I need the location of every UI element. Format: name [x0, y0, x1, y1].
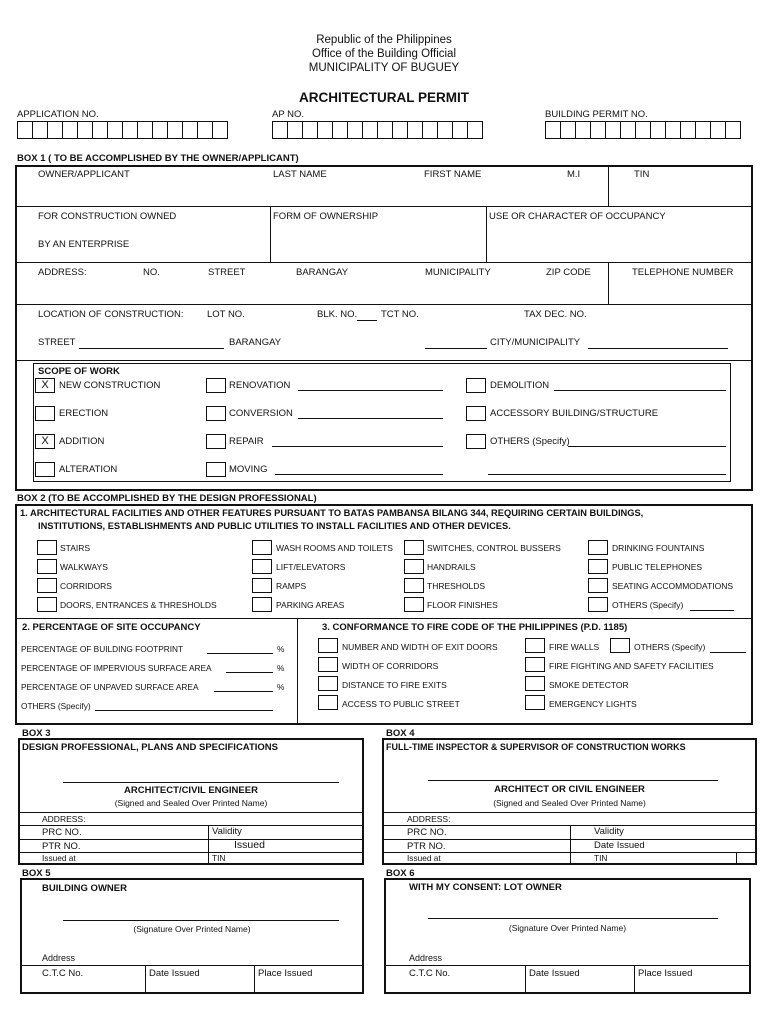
lift-checkbox[interactable] [252, 559, 272, 574]
others-scope-label: OTHERS (Specify) [490, 436, 570, 447]
telephones-label: PUBLIC TELEPHONES [612, 562, 703, 572]
box3-prc-label: PRC NO. [42, 827, 82, 838]
section2-title: 2. PERCENTAGE OF SITE OCCUPANCY [22, 622, 201, 633]
drinking-label: DRINKING FOUNTAINS [612, 543, 705, 553]
others-scope-checkbox[interactable] [466, 434, 486, 449]
accessory-checkbox[interactable] [466, 406, 486, 421]
lift-label: LIFT/ELEVATORS [276, 562, 346, 572]
section1-line1: 1. ARCHITECTURAL FACILITIES AND OTHER FEATURES PURSUANT TO BATAS PAMBANSA BILANG 344, REQUIRING CERTAIN BUILDINGS, [20, 508, 644, 518]
renovation-checkbox[interactable] [206, 378, 226, 393]
box4-prc-label: PRC NO. [407, 827, 447, 838]
addition-checkbox[interactable]: X [35, 434, 55, 449]
handrails-label: HANDRAILS [427, 562, 476, 572]
addition-label: ADDITION [59, 436, 105, 447]
accessory-label: ACCESSORY BUILDING/STRUCTURE [490, 408, 659, 419]
address-street-label: STREET [208, 267, 246, 278]
box4-issued-at-label: Issued at [407, 853, 441, 863]
smoke-detector-label: SMOKE DETECTOR [549, 680, 629, 690]
box4-signed: (Signed and Sealed Over Printed Name) [493, 798, 646, 808]
box3-title: DESIGN PROFESSIONAL, PLANS AND SPECIFICATIONS [22, 742, 278, 753]
switches-checkbox[interactable] [404, 540, 424, 555]
emergency-lights-label: EMERGENCY LIGHTS [549, 699, 637, 709]
box6-title: WITH MY CONSENT: LOT OWNER [409, 882, 562, 893]
alteration-label: ALTERATION [59, 464, 118, 475]
doors-label: DOORS, ENTRANCES & THRESHOLDS [60, 600, 217, 610]
box3-signed: (Signed and Sealed Over Printed Name) [114, 798, 268, 808]
moving-label: MOVING [229, 464, 268, 475]
box4-tin-label: TIN [594, 853, 608, 863]
for-construction-label: FOR CONSTRUCTION OWNED [38, 211, 177, 222]
smoke-detector-checkbox[interactable] [525, 676, 545, 691]
ramps-label: RAMPS [276, 581, 307, 591]
fire-walls-label: FIRE WALLS [549, 642, 600, 652]
box3-label: BOX 3 [22, 728, 51, 739]
city-municipality-label: CITY/MUNICIPALITY [490, 337, 581, 348]
erection-label: ERECTION [59, 408, 109, 419]
width-corridors-checkbox[interactable] [318, 657, 338, 672]
box4-label: BOX 4 [386, 728, 415, 739]
form-of-ownership-label: FORM OF OWNERSHIP [273, 211, 379, 222]
footprint-pct: % [277, 644, 285, 654]
switches-label: SWITCHES, CONTROL BUSSERS [427, 543, 561, 553]
box2-heading: BOX 2 (TO BE ACCOMPLISHED BY THE DESIGN PROFESSIONAL) [17, 493, 317, 504]
box1-heading: BOX 1 ( TO BE ACCOMPLISHED BY THE OWNER/APPLICANT) [17, 153, 299, 164]
last-name-label: LAST NAME [273, 169, 327, 180]
demolition-label: DEMOLITION [490, 380, 550, 391]
application-no-cells[interactable] [17, 121, 228, 139]
impervious-label: PERCENTAGE OF IMPERVIOUS SURFACE AREA [21, 663, 212, 673]
box3-issued-label: Issued [234, 839, 265, 851]
impervious-pct: % [277, 663, 285, 673]
first-name-label: FIRST NAME [424, 169, 482, 180]
tct-no-label: TCT NO. [381, 309, 419, 320]
box4-title: FULL-TIME INSPECTOR & SUPERVISOR OF CONSTRUCTION WORKS [386, 742, 686, 752]
box4-validity-label: Validity [594, 826, 624, 837]
lot-no-label: LOT NO. [207, 309, 245, 320]
box6-date-issued-label: Date Issued [529, 968, 580, 979]
form-title: ARCHITECTURAL PERMIT [299, 90, 469, 105]
others-facilities-checkbox[interactable] [588, 597, 608, 612]
conversion-label: CONVERSION [229, 408, 293, 419]
address-barangay-label: BARANGAY [296, 267, 349, 278]
others-fire-label: OTHERS (Specify) [634, 642, 706, 652]
corridors-checkbox[interactable] [37, 578, 57, 593]
washrooms-label: WASH ROOMS AND TOILETS [276, 543, 393, 553]
blk-no-label: BLK. NO. [317, 309, 358, 320]
zip-code-label: ZIP CODE [546, 267, 591, 278]
unpaved-pct: % [277, 682, 285, 692]
walkways-label: WALKWAYS [60, 562, 108, 572]
fire-fighting-label: FIRE FIGHTING AND SAFETY FACILITIES [549, 661, 714, 671]
alteration-checkbox[interactable] [35, 462, 55, 477]
section1-line2: INSTITUTIONS, ESTABLISHMENTS AND PUBLIC UTILITIES TO INSTALL FACILITIES AND OTHER DEVICES. [38, 521, 511, 531]
building-permit-no-cells[interactable] [545, 121, 741, 139]
distance-exits-label: DISTANCE TO FIRE EXITS [342, 680, 447, 690]
width-corridors-label: WIDTH OF CORRIDORS [342, 661, 439, 671]
emergency-lights-checkbox[interactable] [525, 695, 545, 710]
exit-doors-label: NUMBER AND WIDTH OF EXIT DOORS [342, 642, 498, 652]
box5-title: BUILDING OWNER [42, 883, 127, 894]
box4-role: ARCHITECT OR CIVIL ENGINEER [494, 784, 645, 795]
access-street-checkbox[interactable] [318, 695, 338, 710]
box3-ptr-label: PTR NO. [42, 841, 81, 852]
location-barangay-label: BARANGAY [229, 337, 282, 348]
tax-dec-label: TAX DEC. NO. [524, 309, 587, 320]
distance-exits-checkbox[interactable] [318, 676, 338, 691]
repair-label: REPAIR [229, 436, 264, 447]
header-line2: Office of the Building Official [311, 48, 457, 60]
scope-title: SCOPE OF WORK [38, 366, 120, 377]
new-construction-checkbox[interactable]: X [35, 378, 55, 393]
parking-label: PARKING AREAS [276, 600, 345, 610]
location-label: LOCATION OF CONSTRUCTION: [38, 309, 184, 320]
stairs-label: STAIRS [60, 543, 91, 553]
moving-checkbox[interactable] [206, 462, 226, 477]
box3-role: ARCHITECT/CIVIL ENGINEER [124, 785, 258, 796]
box3-validity-label: Validity [212, 826, 242, 837]
erection-checkbox[interactable] [35, 406, 55, 421]
building-permit-no-label: BUILDING PERMIT NO. [545, 109, 648, 120]
parking-checkbox[interactable] [252, 597, 272, 612]
demolition-checkbox[interactable] [466, 378, 486, 393]
section3-title: 3. CONFORMANCE TO FIRE CODE OF THE PHILIPPINES (P.D. 1185) [322, 622, 628, 633]
washrooms-checkbox[interactable] [252, 540, 272, 555]
ramps-checkbox[interactable] [252, 578, 272, 593]
others-occupancy-label: OTHERS (Specify) [21, 701, 91, 711]
box3-issued-at-label: Issued at [42, 853, 76, 863]
walkways-checkbox[interactable] [37, 559, 57, 574]
use-of-occupancy-label: USE OR CHARACTER OF OCCUPANCY [489, 211, 666, 222]
box6-address-label: Address [409, 953, 443, 963]
box4-ptr-label: PTR NO. [407, 841, 446, 852]
address-no-label: NO. [143, 267, 160, 278]
box5-address-label: Address [42, 953, 76, 963]
corridors-label: CORRIDORS [60, 581, 112, 591]
stairs-checkbox[interactable] [37, 540, 57, 555]
box5-signature: (Signature Over Printed Name) [133, 924, 251, 934]
seating-label: SEATING ACCOMMODATIONS [612, 581, 734, 591]
box3-tin-label: TIN [212, 853, 226, 863]
repair-checkbox[interactable] [206, 434, 226, 449]
thresholds-checkbox[interactable] [404, 578, 424, 593]
renovation-label: RENOVATION [229, 380, 291, 391]
floor-finishes-checkbox[interactable] [404, 597, 424, 612]
header-line1: Republic of the Philippines [316, 34, 452, 46]
exit-doors-checkbox[interactable] [318, 638, 338, 653]
telephone-label: TELEPHONE NUMBER [632, 267, 734, 278]
telephones-checkbox[interactable] [588, 559, 608, 574]
box6-place-issued-label: Place Issued [638, 968, 693, 979]
access-street-label: ACCESS TO PUBLIC STREET [342, 699, 460, 709]
box5-date-issued-label: Date Issued [149, 968, 200, 979]
mi-label: M.I [567, 169, 581, 180]
address-label: ADDRESS: [38, 267, 87, 278]
box3-address-label: ADDRESS: [42, 814, 86, 824]
application-no-label: APPLICATION NO. [17, 109, 99, 120]
address-municipality-label: MUNICIPALITY [425, 267, 491, 278]
ap-no-label: AP NO. [272, 109, 305, 120]
box6-label: BOX 6 [386, 868, 415, 879]
floor-finishes-label: FLOOR FINISHES [427, 600, 498, 610]
box6-signature: (Signature Over Printed Name) [508, 923, 627, 933]
box5-label: BOX 5 [22, 868, 51, 879]
box5-ctc-label: C.T.C No. [42, 968, 84, 979]
fire-walls-checkbox[interactable] [525, 638, 545, 653]
thresholds-label: THRESHOLDS [427, 581, 486, 591]
tin-label: TIN [634, 169, 650, 180]
drinking-checkbox[interactable] [588, 540, 608, 555]
location-street-label: STREET [38, 337, 76, 348]
owner-applicant-label: OWNER/APPLICANT [38, 169, 130, 180]
new-construction-label: NEW CONSTRUCTION [59, 380, 161, 391]
unpaved-label: PERCENTAGE OF UNPAVED SURFACE AREA [21, 682, 199, 692]
box5-place-issued-label: Place Issued [258, 968, 313, 979]
seating-checkbox[interactable] [588, 578, 608, 593]
box6-ctc-label: C.T.C No. [409, 968, 451, 979]
handrails-checkbox[interactable] [404, 559, 424, 574]
fire-fighting-checkbox[interactable] [525, 657, 545, 672]
others-facilities-label: OTHERS (Specify) [612, 600, 684, 610]
conversion-checkbox[interactable] [206, 406, 226, 421]
doors-checkbox[interactable] [37, 597, 57, 612]
by-enterprise-label: BY AN ENTERPRISE [38, 239, 130, 250]
others-fire-checkbox[interactable] [610, 638, 630, 653]
ap-no-cells[interactable] [272, 121, 483, 139]
header-line3: MUNICIPALITY OF BUGUEY [308, 62, 460, 74]
box4-date-issued-label: Date Issued [594, 840, 645, 851]
box4-address-label: ADDRESS: [407, 814, 451, 824]
footprint-label: PERCENTAGE OF BUILDING FOOTPRINT [21, 644, 184, 654]
